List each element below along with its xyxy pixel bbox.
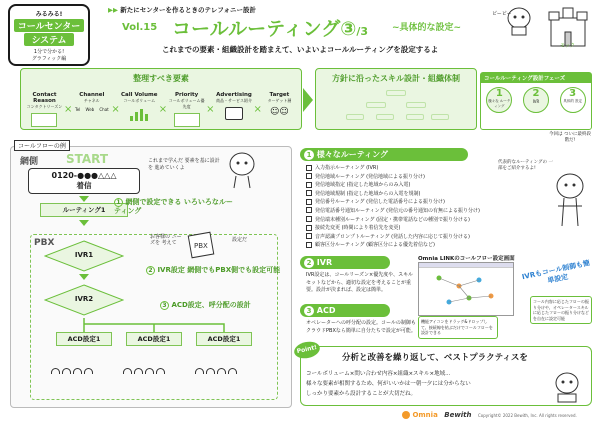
lead-text: これまでの要素・組織設計を踏まえて、いよいよコールルーティングを設定するよ — [162, 45, 439, 54]
flow-note3: 設定だ — [232, 237, 248, 243]
org-tree-icon — [316, 84, 476, 124]
point-line1: コールボリューム×問い合わせ内容×組織×スキル×地域... — [306, 371, 451, 377]
panel-arrow-icon — [303, 88, 313, 112]
omnia-title: Omnia LINKのコールフロー設定画面 — [418, 256, 515, 262]
logo-line4: 1分で分かる! — [33, 49, 65, 55]
omnia-caption-right: コール内容に応じたフローの振り分けや、オペレータースキルに応じたフローの振り分けなどを自在に設定可能 — [530, 296, 592, 324]
omnia-screen — [418, 262, 514, 316]
acd-node-3: ACD設定1 — [196, 332, 252, 346]
skill-panel — [315, 68, 477, 130]
list-item: 発信地域指定 (指定した地域からのみ入電) — [306, 181, 492, 190]
start-label: START — [66, 152, 109, 166]
omnia-logo-icon — [402, 411, 410, 419]
top-label: ▶▶ 新たにセンターを作るときのテレフォニー設計 — [108, 6, 257, 14]
list-item: 発信番号ルーティング (発信した電話番号による振り分け) — [306, 198, 492, 207]
point-line3: しっかり要素から設計することが大切だね。 — [306, 391, 417, 397]
point-title: 分析と改善を繰り返して、ベストプラクティスを — [342, 353, 528, 363]
flow-arrow-icon — [79, 274, 89, 280]
routing-side-note: 代表的なルーティングの 一部をご紹介するよ! — [498, 160, 553, 171]
flow-arrow-icon — [79, 196, 89, 202]
list-item: 音声認識プロンプトルーティング (発話した内容に応じて振り分ける) — [306, 233, 492, 242]
char-name2: モック — [560, 43, 575, 49]
callout1: 1 網側で設定できる いろいろなルーティング — [114, 198, 233, 215]
tv-icon — [225, 107, 243, 120]
phase-step-3: 3 具体的 設定 — [560, 87, 586, 113]
phase-panel — [480, 72, 592, 130]
phase-note: 今回は ついに最終段階だ! — [549, 132, 591, 143]
flow-diagram-screenshot — [419, 268, 515, 316]
incoming-label: 着信 — [76, 181, 92, 190]
logo-line1: みるみる! — [35, 11, 63, 18]
omnia-stamp: IVRもコール制御も簡単設定 — [521, 258, 591, 286]
logo — [8, 4, 90, 66]
ivr2-node: IVR2 — [44, 284, 124, 316]
mascot-icon — [222, 150, 262, 190]
cross-icon: × — [158, 104, 168, 115]
callout2: 2 IVR設定 網側でもPBX側でも設定可能 — [146, 266, 286, 275]
omnia-caption-left: 機能アイコンをドラッグ&ドロップして、接続線を結ぶだけでコールフローを設計できる — [418, 316, 498, 339]
list-item: 発信地域ルーティング (発信地域による振り分け) — [306, 173, 492, 182]
cross-icon: × — [253, 104, 262, 115]
routing1-node: ルーティング1 — [40, 203, 128, 217]
page-subtitle: ~具体的な設定~ — [392, 23, 462, 33]
flow-note1: これまで学んだ 要素を基に設計を 進めていくよ — [148, 158, 220, 171]
phase-step-2: 2 IVR — [523, 87, 549, 113]
cross-icon: × — [111, 104, 120, 115]
ivr-heading: 2 IVR — [300, 256, 390, 269]
agent-headsets-3 — [194, 368, 238, 376]
logo-line5: グラフィック編 — [31, 56, 67, 62]
elements-panel — [20, 68, 302, 130]
logo-line2: コールセンター — [14, 19, 84, 32]
page-title: コールルーティング③/3 — [172, 18, 369, 40]
callout3: 3 ACD設定、呼分配の設計 — [160, 300, 280, 310]
flow-note2: お客様の ニーズを 考えて — [150, 234, 182, 246]
list-item: 入力指示ルーティング (IVR) — [306, 164, 492, 173]
footer-brand: Omnia Bewith — [402, 411, 472, 419]
svg-text:PBX: PBX — [194, 242, 208, 250]
phase-step-1: 1 様々な ルーティング — [486, 87, 512, 113]
mini-tree-icon — [31, 113, 57, 127]
list-item: 発信地域規制 (指定した地域からの入電を規制) — [306, 190, 492, 199]
acd-node-2: ACD設定1 — [126, 332, 182, 346]
elements-row — [21, 92, 301, 127]
copyright: Copyright© 2022 Bewith, Inc. All rights reserved. — [478, 413, 577, 418]
headset-icon — [194, 368, 238, 376]
list-item: 発信電話番号通知ルーティング (発信元の番号通知の有無による振り分け) — [306, 207, 492, 216]
char-name1: ビービー — [492, 11, 512, 17]
list-item: 顧客区分ルーティング (顧客区分による優先着信など) — [306, 241, 492, 250]
mascot-right-icon — [548, 170, 592, 230]
element-call-volume: Call Volume コールボリューム — [120, 92, 159, 127]
mascot-point-icon — [548, 370, 586, 404]
headset-icon — [122, 368, 166, 376]
list-icon — [174, 113, 200, 127]
element-channel: Channel チャネル Tel Web Chat — [74, 92, 109, 112]
flow-section-label: コールフローの例 — [14, 140, 70, 151]
ivr-desc: IVR設定は、コールリーズン×優先度や、スキルセットなどから、適切な設定を考えることが重要。設計が決まれば、設定は簡単。 — [306, 272, 414, 293]
point-line2: 様々な要素が相関するため、何がいいかは一朝一夕には分からない — [306, 381, 471, 387]
branch-lines — [58, 318, 248, 332]
routing-list — [306, 164, 492, 250]
logo-line3: システム — [24, 33, 74, 46]
element-contact-reason: Contact Reason コンタクトリーズン — [25, 92, 64, 127]
phase-title: コールルーティング設計フェーズ — [481, 73, 591, 83]
cross-icon: × — [63, 104, 73, 115]
people-icon: ☺☺ — [270, 107, 289, 117]
phone-number: 0120-●●●△△△ — [51, 171, 117, 180]
list-item: 接続先変更 (時間により着信先を変更) — [306, 224, 492, 233]
elements-title: 整理すべき要素 — [133, 74, 189, 83]
element-priority: Priority コールボリューム優先度 — [167, 92, 206, 127]
list-item: 発信端末種別ルーティング (固定・携帯電話などの種別で振り分ける) — [306, 216, 492, 225]
flow-arrow-icon — [79, 220, 89, 226]
element-target: Target ターゲット層 ☺☺ — [262, 92, 297, 127]
agent-headsets-2 — [122, 368, 166, 376]
bar-chart-icon — [126, 107, 152, 121]
skill-title: 方針に沿ったスキル設計・組織体制 — [332, 74, 460, 83]
arrow-icon: ▶▶ — [108, 6, 118, 14]
element-advertising: Advertising 商品・サービス紹介 — [215, 92, 254, 127]
pbx-mascot-icon — [186, 228, 216, 260]
acd-desc: オペレーターへの呼分配の設定。コールの制御もクラウドPBXなら簡単に自分たちで設定が可能。 — [306, 320, 416, 334]
pbx-label: PBX — [34, 238, 55, 248]
incoming-number-box — [28, 168, 140, 194]
headset-icon — [50, 368, 94, 376]
ivr1-node: IVR1 — [44, 240, 124, 272]
routing-heading: 1 様々なルーティング — [300, 148, 468, 161]
acd-node-1: ACD設定1 — [56, 332, 112, 346]
acd-heading: 3 ACD — [300, 304, 390, 317]
cross-icon: × — [206, 104, 215, 115]
mesh-label: 網側 — [20, 157, 39, 167]
agent-headsets-1 — [50, 368, 94, 376]
point-badge: Point! — [293, 339, 322, 360]
vol-label: Vol.15 — [122, 22, 158, 33]
